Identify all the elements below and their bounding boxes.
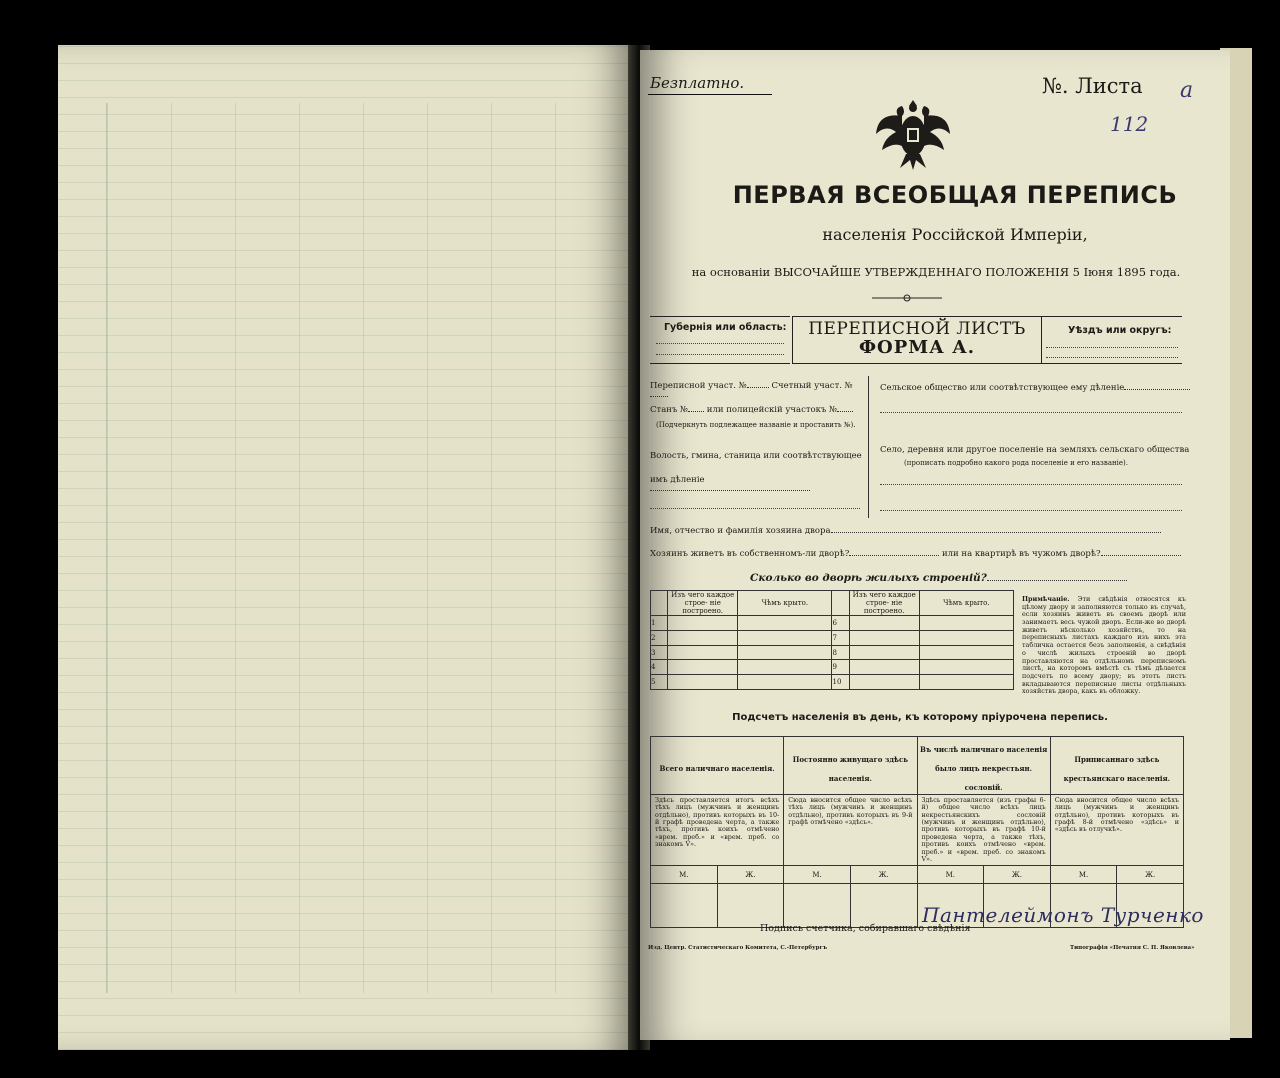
col-roof: Чѣмъ крыто. [738, 591, 832, 616]
imperial-eagle-icon [872, 94, 954, 172]
sheet-handwritten-number: 112 [1110, 112, 1149, 136]
population-table [650, 736, 1184, 928]
census-title: ПЕРВАЯ ВСЕОБЩАЯ ПЕРЕПИСЬ [732, 181, 1178, 209]
province-label: Губернія или область: [664, 322, 787, 333]
buildings-note [1022, 596, 1186, 696]
row-num: 1 [651, 616, 668, 631]
pop-col-title: Всего наличнаго населенія. [659, 764, 775, 773]
note-text: Эти свѣдѣнія относятся къ цѣлому двору и заполняются только въ случаѣ, если хозяинъ живетъ въ своемъ дворѣ или занимаетъ весь чужой дворъ. Если-же во дворѣ живетъ нѣсколько хозяйствъ, то на переписныхъ листахъ каждаго изъ нихъ эта табличка остается безъ заполненія, а свѣдѣнія о числѣ жилыхъ строеній во дворѣ проставляются на отдѣльномъ переписномъ листѣ, на которомъ вмѣстѣ съ тѣмъ дѣлается подсчетъ по всему двору; въ этотъ листъ вкладываются переписные листы отдѣльныхъ хозяйствъ двора, какъ въ обложку. [1022, 595, 1186, 696]
row-num: 4 [651, 660, 668, 675]
counter-signature: Пантелеймонъ Турченко [922, 903, 1204, 927]
male-label: М. [1050, 866, 1117, 884]
police-area-label: или полицейскій участокъ № [706, 405, 838, 415]
buildings-question: Сколько во дворѣ жилыхъ строеній? [750, 572, 987, 584]
form-header [650, 316, 1184, 362]
census-form-page [640, 50, 1230, 1040]
pop-col-desc: Сюда вносится общее число всѣхъ тѣхъ лицъ (мужчинъ и женщинъ отдѣльно), противъ которыхъ въ 9-й графѣ отмѣчено «здѣсь». [788, 796, 913, 827]
owner-lives-label: Хозяинъ живетъ въ собственномъ-ли дворѣ? [650, 549, 850, 559]
province-field [650, 316, 790, 364]
pop-col-desc: Здѣсь проставляется (изъ графы 6-й) общее число всѣхъ лицъ некрестьянскихъ сословій (мужчинъ и женщинъ отдѣльно), противъ которыхъ въ графѣ 10-й проведена черта, а также тѣхъ, противъ коихъ отмѣчено «врем. преб.» и «врем. преб. со знакомъ V». [921, 796, 1046, 863]
row-num: 6 [832, 616, 849, 631]
row-num: 8 [832, 645, 849, 660]
census-subtitle: населенія Россійской Имперіи, [822, 225, 1088, 244]
male-label: М. [917, 866, 984, 884]
col-material: Изъ чего каждое строе- ніе построено. [668, 591, 738, 616]
row-num: 2 [651, 630, 668, 645]
row-num: 3 [651, 645, 668, 660]
free-label: Безплатно. [650, 74, 745, 92]
row-num: 5 [651, 675, 668, 690]
ruled-grid [106, 103, 617, 993]
female-label: Ж. [850, 866, 917, 884]
population-heading: Подсчетъ населенія въ день, къ которому пріурочена перепись. [732, 712, 1108, 723]
location-fields-left [650, 372, 862, 520]
free-underline [648, 94, 772, 95]
ornament-divider [872, 293, 942, 306]
volost-label: Волость, гмина, станица или соотвѣтствующее [650, 451, 862, 461]
col-roof-2: Чѣмъ крыто. [919, 591, 1013, 616]
row-num: 9 [832, 660, 849, 675]
left-blank-page [58, 45, 640, 1050]
district-label: Уѣздъ или округъ: [1068, 325, 1172, 336]
sheet-title-box [792, 316, 1042, 364]
owner-name-label: Имя, отчество и фамилія хозяина двора [650, 526, 831, 536]
rural-society-label: Сельское общество или соотвѣтствующее ему дѣленіе [880, 383, 1125, 393]
buildings-table [650, 590, 1014, 690]
location-fields-right [880, 372, 1190, 520]
stan-note: (Подчеркнуть подлежащее названіе и проставить №). [656, 421, 856, 429]
pop-col-title: Въ числѣ наличнаго населенія было лицъ некрестьян. сословій. [919, 745, 1048, 792]
counting-area-label: Счетный участ. № [771, 381, 853, 391]
printer-print: Типографія «Печатня С. П. Яковлева» [1070, 945, 1195, 951]
district-field [1042, 316, 1182, 364]
row-num: 7 [832, 630, 849, 645]
male-label: М. [784, 866, 851, 884]
village-note: (прописать подробно какого рода поселеніе и его названіе). [904, 459, 1128, 467]
sheet-number-label: №. Листа [1042, 74, 1143, 98]
publisher-print: Изд. Центр. Статистическаго Комитета, С.-Петербургъ [648, 945, 828, 951]
female-label: Ж. [717, 866, 784, 884]
pop-col-title: Постоянно живущаго здѣсь населенія. [792, 754, 908, 783]
male-label: М. [651, 866, 718, 884]
row-num: 10 [832, 675, 849, 690]
pop-col-title: Приписаннаго здѣсь крестьянскаго населенія. [1063, 754, 1171, 783]
fields-divider [868, 376, 869, 518]
village-label: Село, деревня или другое поселеніе на земляхъ сельскаго общества [880, 445, 1190, 455]
stan-label: Станъ № [650, 405, 689, 415]
census-basis: на основаніи ВЫСОЧАЙШЕ УТВЕРЖДЕННАГО ПОЛОЖЕНІЯ 5 Іюня 1895 года. [691, 265, 1181, 279]
pop-col-desc: Здѣсь проставляется итогъ всѣхъ тѣхъ лицъ (мужчинъ и женщинъ отдѣльно), противъ которыхъ въ 10-й графѣ проведена черта, а также тѣхъ, противъ коихъ отмѣчено «врем. преб.» и «врем. преб. со знакомъ V». [655, 796, 780, 849]
pop-col-desc: Сюда вносится общее число всѣхъ лицъ (мужчинъ и женщинъ отдѣльно), противъ которыхъ въ графѣ 8-й отмѣчено «здѣсь» и «здѣсь въ отлучкѣ». [1054, 796, 1179, 834]
form-name: ФОРМА А. [858, 337, 976, 358]
female-label: Ж. [1117, 866, 1184, 884]
census-area-label: Переписной участ. № [650, 381, 747, 391]
note-title: Примѣчаніе. [1022, 595, 1070, 603]
signature-label: Подпись счетчика, собиравшаго свѣдѣнія [760, 923, 971, 934]
sheet-title: ПЕРЕПИСНОЙ ЛИСТЪ [808, 319, 1026, 339]
female-label: Ж. [984, 866, 1051, 884]
owner-rent-label: или на квартирѣ въ чужомъ дворѣ? [941, 549, 1101, 559]
volost-label-cont: имъ дѣленіе [650, 475, 705, 485]
sheet-handwritten-letter: а [1180, 78, 1194, 103]
col-material-2: Изъ чего каждое строе- ніе построено. [849, 591, 919, 616]
